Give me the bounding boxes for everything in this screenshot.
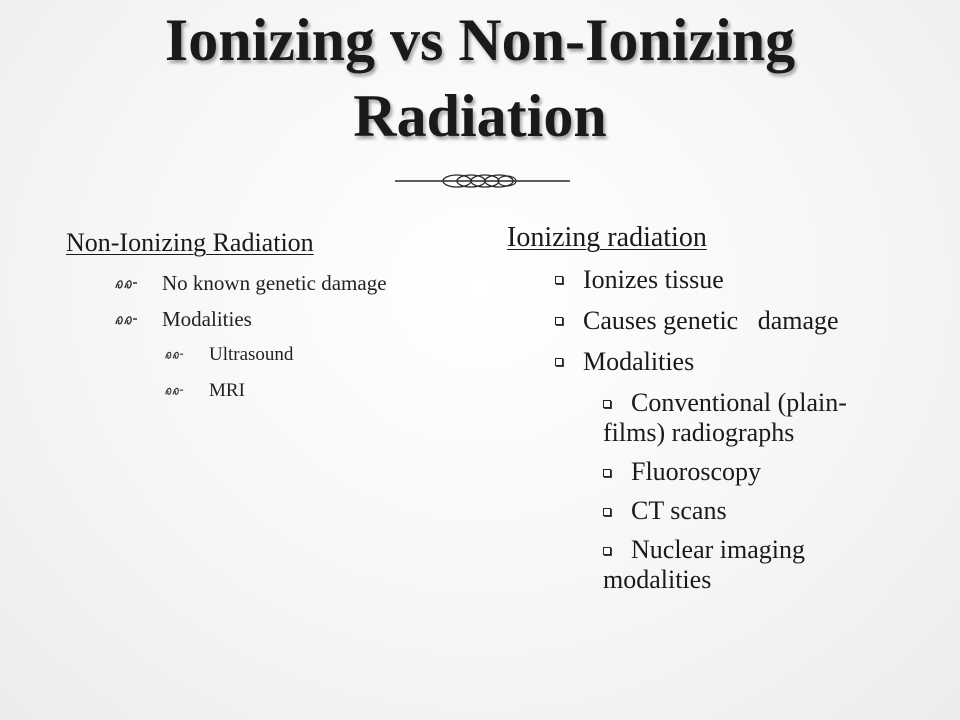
slide-title	[0, 2, 960, 154]
list-subitem: Ultrasound	[164, 342, 406, 368]
script-bullet-icon	[114, 277, 138, 291]
square-bullet-icon	[603, 400, 611, 408]
square-bullet-icon	[603, 469, 611, 477]
list-item: Ionizes tissue	[555, 263, 927, 297]
script-bullet-icon	[114, 313, 138, 327]
square-bullet-icon	[555, 317, 563, 325]
ionizing-heading: Ionizing radiation	[507, 222, 707, 253]
ionizing-column	[507, 220, 927, 595]
square-bullet-icon	[603, 547, 611, 555]
list-item: Causes genetic damage	[555, 304, 927, 338]
script-bullet-icon	[164, 385, 184, 397]
square-bullet-icon	[603, 508, 611, 516]
list-item: Modalities	[114, 306, 406, 332]
list-subitem: MRI	[164, 378, 406, 404]
list-subitem: Fluoroscopy	[603, 457, 927, 487]
title-line-2: Radiation	[353, 83, 607, 149]
non-ionizing-heading: Non-Ionizing Radiation	[66, 228, 314, 257]
title-line-1: Ionizing vs Non-Ionizing	[164, 7, 796, 73]
list-item: Modalities	[555, 345, 927, 379]
non-ionizing-column	[66, 226, 406, 404]
list-subitem: Nuclear imaging modalities	[603, 535, 805, 594]
list-subitem: CT scans	[603, 496, 927, 526]
list-subitem: Conventional (plain- films) radiographs	[603, 388, 847, 447]
script-bullet-icon	[164, 349, 184, 361]
list-item: No known genetic damage	[114, 270, 406, 296]
square-bullet-icon	[555, 276, 563, 284]
square-bullet-icon	[555, 358, 563, 366]
title-ornament-divider	[395, 170, 570, 192]
